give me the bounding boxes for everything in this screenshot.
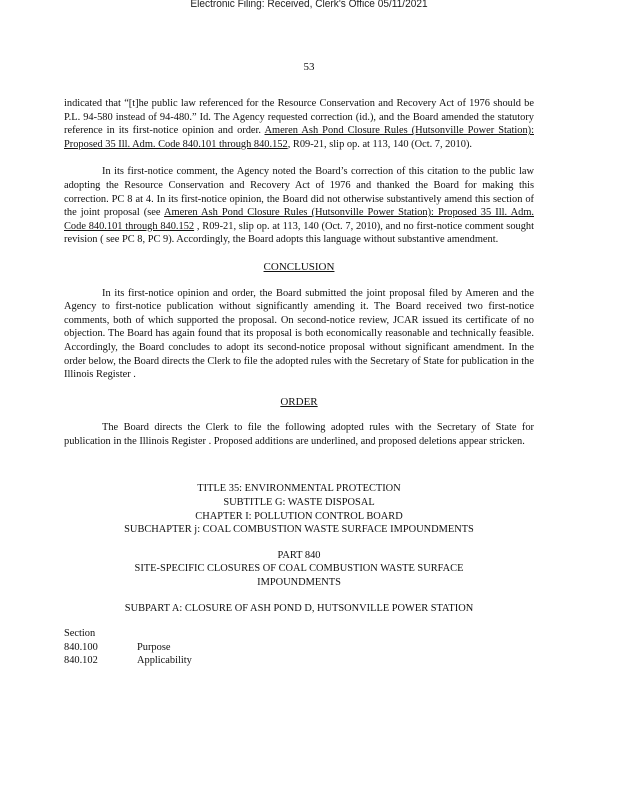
order-paragraph: The Board directs the Clerk to file the following adopted rules with the Secretary of State for publication in the Illinois Register . Proposed additions are underlined, and proposed deletions appear stricken. bbox=[64, 422, 534, 447]
section-row bbox=[64, 641, 534, 655]
section-title: Purpose bbox=[137, 641, 171, 653]
conclusion-heading: CONCLUSION bbox=[263, 260, 335, 273]
conclusion-paragraph: In its first-notice opinion and order, the Board submitted the joint proposal filed by Ameren and the Agency to first-notice publication without significantly amending it. The Board received two first-notice comments, both of which supported the proposal. On second-notice review, JCAR issued its certificate of no objection. The Board has again found that its proposal is both economically reasonable and technically feasible. Accordingly, the Board concludes to adopt its second-notice proposal without significant amendment. In the order below, the Board directs the Clerk to file the adopted rules with the Secretary of State for publication in the Illinois Register . bbox=[64, 287, 534, 381]
electronic-filing-stamp: Electronic Filing: Received, Clerk's Office 05/11/2021 bbox=[190, 0, 428, 10]
case-citation: Ameren Ash Pond Closure Rules (Hutsonville Power Station): Proposed 35 Ill. Adm. Code 840.101 through 840.152 bbox=[64, 125, 534, 150]
section-number: 840.102 bbox=[64, 655, 98, 667]
subchapter-line: SUBCHAPTER j: COAL COMBUSTION WASTE SURFACE IMPOUNDMENTS bbox=[124, 524, 474, 536]
paragraph-agency-comment: In its first-notice comment, the Agency noted the Board’s correction of this citation to the public law adopting the Resource Conservation and Recovery Act of 1976 and thanked the Board for making this correction. PC 8 at 4. In its first-notice opinion, the Board did not otherwise substantively amend this section of the joint proposal (see Ameren Ash Pond Closure Rules (Hutsonville Power Station): Proposed 35 Ill. Adm. Code 840.101 through 840.152 , R09-21, slip op. at 113, 140 (Oct. 7, 2010), and no first-notice comment sought revision ( see PC 8, PC 9). Accordingly, the Board adopts this language without substantive amendment. bbox=[64, 166, 535, 246]
section-label: Section bbox=[64, 628, 96, 640]
part-title-line-1: SITE-SPECIFIC CLOSURES OF COAL COMBUSTION WASTE SURFACE bbox=[134, 563, 464, 575]
section-title: Applicability bbox=[137, 655, 192, 667]
document-body bbox=[64, 97, 534, 668]
subpart-heading: SUBPART A: CLOSURE OF ASH POND D, HUTSONVILLE POWER STATION bbox=[124, 602, 474, 614]
part-number: PART 840 bbox=[277, 549, 321, 561]
chapter-line: CHAPTER I: POLLUTION CONTROL BOARD bbox=[195, 510, 403, 522]
section-row bbox=[64, 654, 534, 668]
page-number: 53 bbox=[303, 61, 315, 73]
order-heading: ORDER bbox=[280, 395, 318, 408]
section-list bbox=[64, 627, 534, 668]
title-block bbox=[64, 482, 534, 536]
part-block bbox=[64, 549, 534, 590]
section-number: 840.100 bbox=[64, 641, 98, 653]
title-line: TITLE 35: ENVIRONMENTAL PROTECTION bbox=[197, 483, 401, 495]
paragraph-rcra-citation: indicated that “[t]he public law referenced for the Resource Conservation and Recovery Act of 1976 should be P.L. 94-580 instead of 94-480.” Id. The Agency requested correction (id.), and the Board amended the statutory reference in its first-notice opinion and order. Ameren Ash Pond Closure Rules (Hutsonville Power Station): Proposed 35 Ill. Adm. Code 840.101 through 840.152, R09-21, slip op. at 113, 140 (Oct. 7, 2010). bbox=[64, 98, 534, 150]
part-title-line-2: IMPOUNDMENTS bbox=[257, 577, 341, 589]
case-citation: Ameren Ash Pond Closure Rules (Hutsonville Power Station): Proposed 35 Ill. Adm. Code 840.101 through 840.152 bbox=[64, 207, 534, 232]
subtitle-line: SUBTITLE G: WASTE DISPOSAL bbox=[223, 497, 375, 509]
